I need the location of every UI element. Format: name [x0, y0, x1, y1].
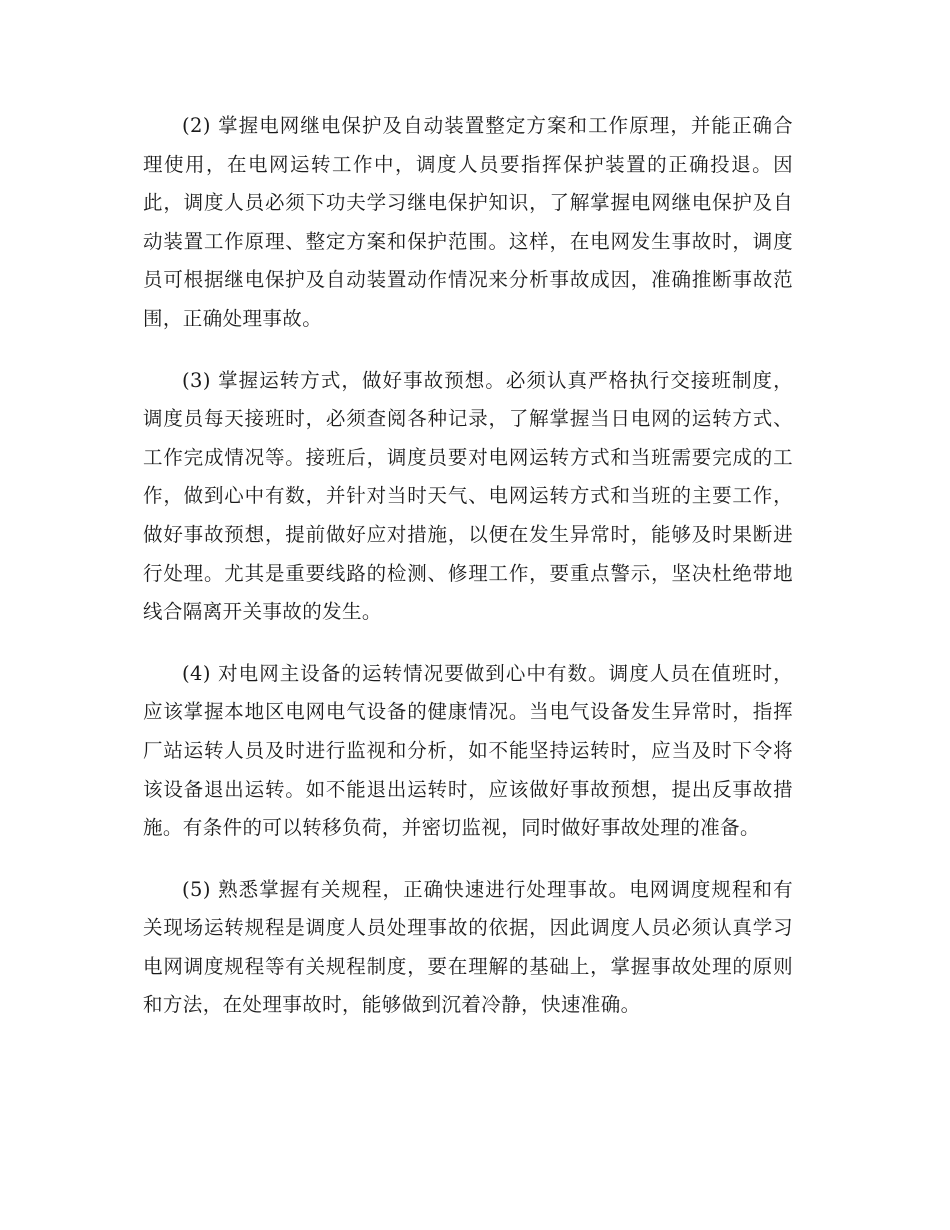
paragraph-item-4: (4) 对电网主设备的运转情况要做到心中有数。调度人员在值班时，应该掌握本地区电网电气设备的健康情况。当电气设备发生异常时，指挥厂站运转人员及时进行监视和分析，如不能坚持运转时，应当及时下令将该设备退出运转。如不能退出运转时，应该做好事故预想，提出反事故措施。有条件的可以转移负荷，并密切监视，同时做好事故处理的准备。	[143, 661, 793, 840]
paragraph-item-5: (5) 熟悉掌握有关规程，正确快速进行处理事故。电网调度规程和有关现场运转规程是调度人员处理事故的依据，因此调度人员必须认真学习电网调度规程等有关规程制度，要在理解的基础上，掌握事故处理的原则和方法，在处理事故时，能够做到沉着冷静，快速准确。	[143, 877, 793, 1017]
document-body	[143, 107, 793, 1048]
paragraph-item-3: (3) 掌握运转方式，做好事故预想。必须认真严格执行交接班制度，调度员每天接班时，必须查阅各种记录，了解掌握当日电网的运转方式、工作完成情况等。接班后，调度员要对电网运转方式和当班需要完成的工作，做到心中有数，并针对当时天气、电网运转方式和当班的主要工作，做好事故预想，提前做好应对措施，以便在发生异常时，能够及时果断进行处理。尤其是重要线路的检测、修理工作，要重点警示，坚决杜绝带地线合隔离开关事故的发生。	[143, 368, 793, 624]
paragraph-item-2: (2) 掌握电网继电保护及自动装置整定方案和工作原理，并能正确合理使用，在电网运转工作中，调度人员要指挥保护装置的正确投退。因此，调度人员必须下功夫学习继电保护知识，了解掌握电网继电保护及自动装置工作原理、整定方案和保护范围。这样，在电网发生事故时，调度员可根据继电保护及自动装置动作情况来分析事故成因，准确推断事故范围，正确处理事故。	[143, 114, 793, 330]
